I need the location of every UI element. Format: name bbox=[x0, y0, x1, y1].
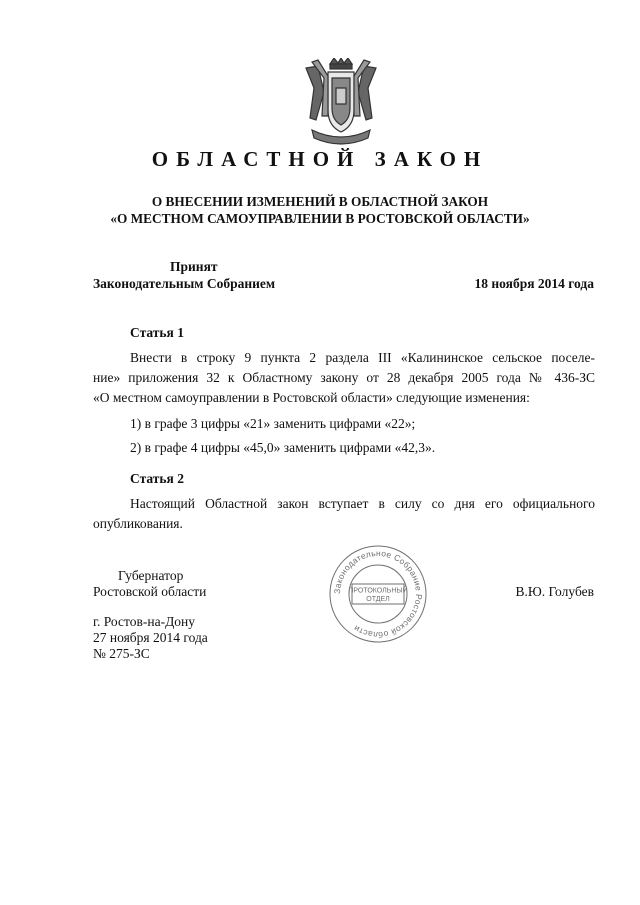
article-2-line: Настоящий Областной закон вступает в силу со дня его официального bbox=[130, 496, 595, 511]
law-title: ОБЛАСТНОЙ ЗАКОН bbox=[151, 147, 489, 171]
signing-city: г. Ростов-на-Дону bbox=[93, 614, 196, 629]
signatory-name: В.Ю. Голубев bbox=[515, 584, 594, 599]
law-number: № 275-ЗС bbox=[93, 646, 150, 661]
official-stamp-icon bbox=[328, 544, 428, 644]
adopted-by: Законодательным Собранием bbox=[93, 276, 276, 291]
adopted-label: Принят bbox=[170, 259, 218, 274]
signatory-title: Губернатор bbox=[118, 568, 184, 583]
article-1-line: «О местном самоуправлении в Ростовской области» следующие изменения: bbox=[93, 390, 530, 405]
signatory-region: Ростовской области bbox=[93, 584, 207, 599]
stamp-ring-text: Законодательное Собрание Ростовской области bbox=[331, 547, 425, 641]
article-2-line: опубликования. bbox=[93, 516, 183, 531]
article-1-item: 1) в графе 3 цифры «21» заменить цифрами «22»; bbox=[130, 416, 416, 431]
law-subtitle-line-1: О ВНЕСЕНИИ ИЗМЕНЕНИЙ В ОБЛАСТНОЙ ЗАКОН bbox=[151, 194, 489, 209]
article-2-text bbox=[93, 494, 595, 534]
adoption-date: 18 ноября 2014 года bbox=[474, 276, 594, 291]
stamp-center-line-2: ОТДЕЛ bbox=[366, 596, 390, 603]
article-2-heading: Статья 2 bbox=[130, 471, 184, 486]
stamp-center-line-1: ПРОТОКОЛЬНЫЙ bbox=[348, 587, 408, 595]
article-1-line: ние» приложения 32 к Областному закону от 28 декабря 2005 года № 436-ЗС bbox=[93, 370, 595, 385]
article-1-line: Внести в строку 9 пункта 2 раздела III «Калининское сельское поселе- bbox=[130, 350, 595, 365]
article-1-heading: Статья 1 bbox=[130, 325, 184, 340]
article-1-text bbox=[93, 348, 595, 408]
article-1-item: 2) в графе 4 цифры «45,0» заменить цифрами «42,3». bbox=[130, 440, 436, 455]
signing-date: 27 ноября 2014 года bbox=[93, 630, 208, 645]
rostov-region-coat-of-arms-icon bbox=[302, 58, 380, 148]
law-subtitle-line-2: «О МЕСТНОМ САМОУПРАВЛЕНИИ В РОСТОВСКОЙ ОБЛАСТИ» bbox=[110, 211, 530, 226]
